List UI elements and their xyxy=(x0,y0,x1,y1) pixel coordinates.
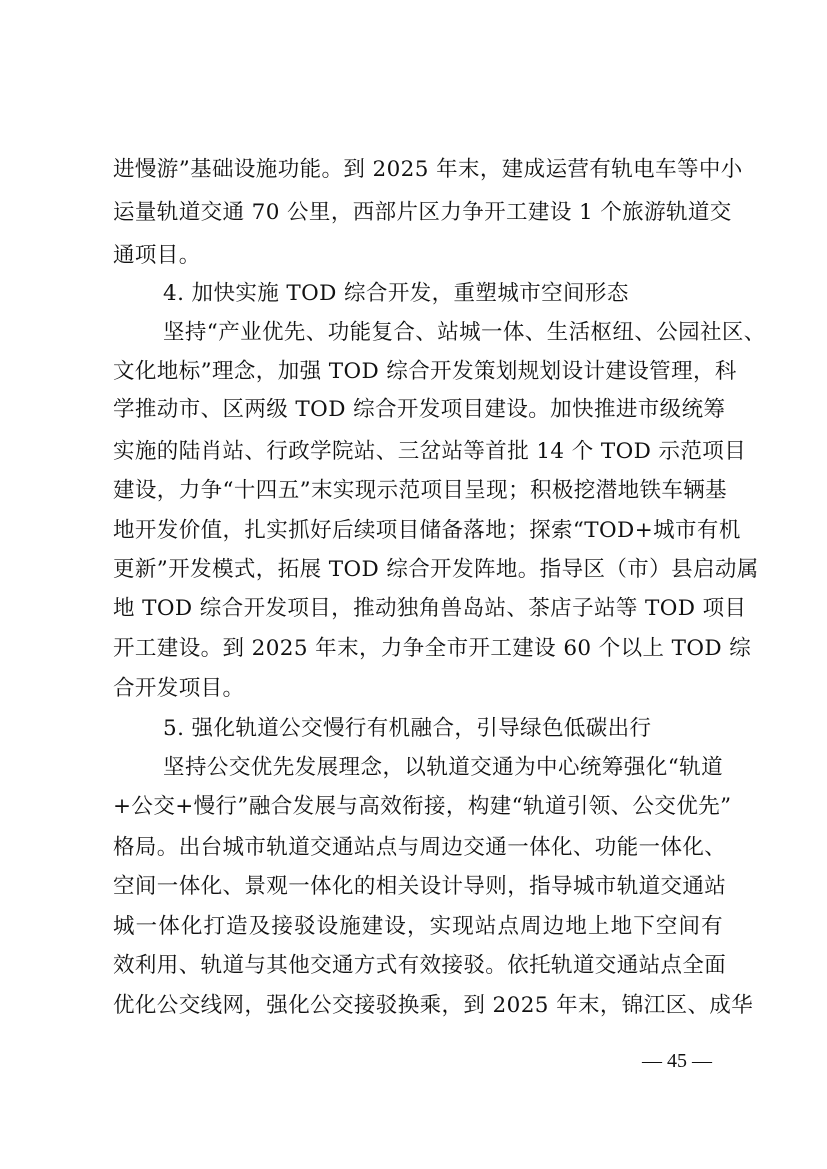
section-heading-5: 5. 强化轨道公交慢行有机融合，引导绿色低碳出行 xyxy=(163,716,652,741)
body-text-line: 城一体化打造及接驳设施建设，实现站点周边地上地下空间有 xyxy=(113,914,723,939)
body-text-line: 效利用、轨道与其他交通方式有效接驳。依托轨道交通站点全面 xyxy=(113,953,727,978)
body-text-line: 地 TOD 综合开发项目，推动独角兽岛站、茶店子站等 TOD 项目 xyxy=(113,596,747,621)
body-text-line: 文化地标”理念，加强 TOD 综合开发策划规划设计建设管理，科 xyxy=(113,359,737,384)
body-text-line: 优化公交线网，强化公交接驳换乘，到 2025 年末，锦江区、成华 xyxy=(113,993,754,1018)
body-text-line: 格局。出台城市轨道交通站点与周边交通一体化、功能一体化、 xyxy=(113,835,727,860)
body-text-line: 进慢游”基础设施功能。到 2025 年末，建成运营有轨电车等中小 xyxy=(113,157,743,182)
body-text-line: 开工建设。到 2025 年末，力争全市开工建设 60 个以上 TOD 综 xyxy=(113,636,752,661)
body-text-line: 学推动市、区两级 TOD 综合开发项目建设。加快推进市级统筹 xyxy=(113,397,726,422)
section-heading-4: 4. 加快实施 TOD 综合开发，重塑城市空间形态 xyxy=(163,281,629,306)
page-number: — 45 — xyxy=(642,1050,712,1072)
body-text-line: +公交+慢行”融合发展与高效衔接，构建“轨道引领、公交优先” xyxy=(113,794,732,819)
body-text-line: 坚持公交优先发展理念，以轨道交通为中心统筹强化“轨道 xyxy=(163,755,723,780)
body-text-line: 合开发项目。 xyxy=(113,676,245,701)
body-text-line: 更新”开发模式，拓展 TOD 综合开发阵地。指导区（市）县启动属 xyxy=(113,557,759,582)
body-text-line: 实施的陆肖站、行政学院站、三岔站等首批 14 个 TOD 示范项目 xyxy=(113,439,747,464)
body-text-line: 运量轨道交通 70 公里，西部片区力争开工建设 1 个旅游轨道交 xyxy=(113,200,732,225)
body-text-line: 建设，力争“十四五”末实现示范项目呈现；积极挖潜地铁车辆基 xyxy=(113,478,728,503)
body-text-line: 空间一体化、景观一体化的相关设计导则，指导城市轨道交通站 xyxy=(113,874,727,899)
body-text-line: 地开发价值，扎实抓好后续项目储备落地；探索“TOD+城市有机 xyxy=(113,518,741,543)
body-text-line: 通项目。 xyxy=(113,243,201,268)
body-text-line: 坚持“产业优先、功能复合、站城一体、生活枢纽、公园社区、 xyxy=(163,320,766,345)
